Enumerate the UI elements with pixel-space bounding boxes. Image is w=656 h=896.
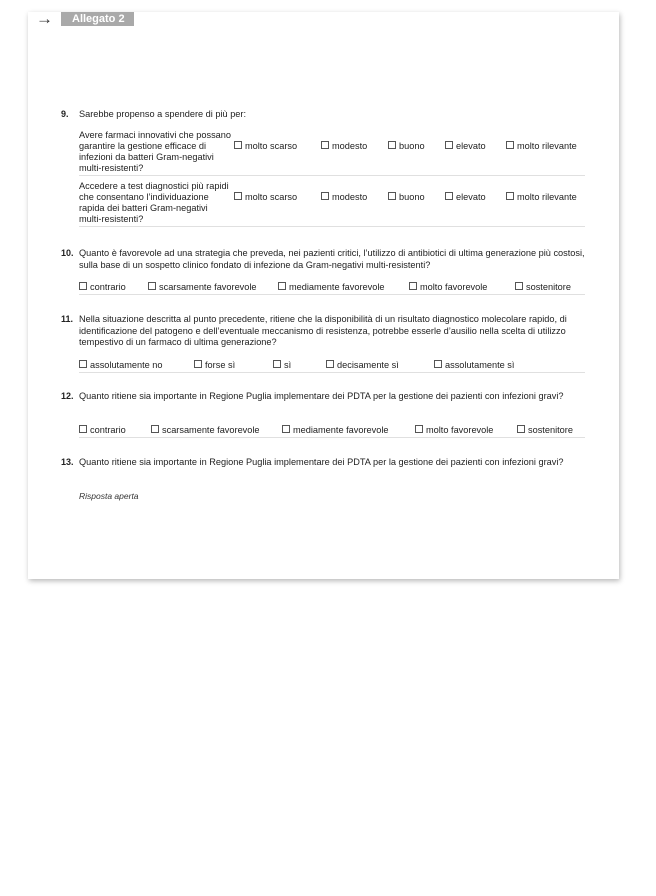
question-12 xyxy=(61,391,589,403)
checkbox-icon[interactable] xyxy=(273,360,281,368)
question-number: 11. xyxy=(61,314,74,324)
q9-item-2 xyxy=(79,181,585,227)
question-number: 10. xyxy=(61,248,74,258)
q9-2-option-5[interactable]: molto rilevante xyxy=(506,192,577,203)
q12-option-5[interactable]: sostenitore xyxy=(517,425,573,435)
question-text: Nella situazione descritta al punto precedente, ritiene che la disponibilità di un risultato diagnostico molecolare rapido, di identificazione del patogeno e dell’eventuale meccanismo di resistenza, potrebbe esserle d’ausilio nella scelta di utilizzo tempestivo di un farmaco di ultima generazione? xyxy=(79,314,567,348)
checkbox-icon[interactable] xyxy=(326,360,334,368)
checkbox-icon[interactable] xyxy=(445,141,453,149)
question-10 xyxy=(61,248,589,271)
q9-1-option-2[interactable]: modesto xyxy=(321,141,367,152)
checkbox-icon[interactable] xyxy=(321,141,329,149)
checkbox-icon[interactable] xyxy=(415,425,423,433)
checkbox-icon[interactable] xyxy=(282,425,290,433)
q12-option-3[interactable]: mediamente favorevole xyxy=(282,425,389,435)
q11-option-2[interactable]: forse sì xyxy=(194,360,235,370)
checkbox-icon[interactable] xyxy=(79,282,87,290)
checkbox-icon[interactable] xyxy=(194,360,202,368)
checkbox-icon[interactable] xyxy=(434,360,442,368)
q9-2-option-1[interactable]: molto scarso xyxy=(234,192,297,203)
checkbox-icon[interactable] xyxy=(515,282,523,290)
question-9 xyxy=(61,109,589,121)
checkbox-icon[interactable] xyxy=(234,141,242,149)
q10-options xyxy=(79,282,585,295)
checkbox-icon[interactable] xyxy=(79,425,87,433)
question-text: Quanto ritiene sia importante in Regione Puglia implementare dei PDTA per la gestione dei pazienti con infezioni gravi? xyxy=(79,457,564,467)
question-text: Sarebbe propenso a spendere di più per: xyxy=(79,109,247,119)
q9-2-option-4[interactable]: elevato xyxy=(445,192,486,203)
checkbox-icon[interactable] xyxy=(234,192,242,200)
checkbox-icon[interactable] xyxy=(388,141,396,149)
q9-2-option-3[interactable]: buono xyxy=(388,192,425,203)
question-13 xyxy=(61,457,589,469)
q10-option-3[interactable]: mediamente favorevole xyxy=(278,282,385,292)
q10-option-4[interactable]: molto favorevole xyxy=(409,282,487,292)
q9-1-option-4[interactable]: elevato xyxy=(445,141,486,152)
question-number: 13. xyxy=(61,457,74,467)
q11-option-3[interactable]: sì xyxy=(273,360,291,370)
arrow-right-icon: → xyxy=(36,9,53,28)
question-11 xyxy=(61,314,589,349)
q12-option-4[interactable]: molto favorevole xyxy=(415,425,493,435)
appendix-tag: Allegato 2 xyxy=(61,12,134,26)
q11-options xyxy=(79,360,585,373)
checkbox-icon[interactable] xyxy=(278,282,286,290)
q9-item-label: Avere farmaci innovativi che possano garantire la gestione efficace di infezioni da batteri Gram-negativi multi-resistenti? xyxy=(79,130,232,173)
q12-option-2[interactable]: scarsamente favorevole xyxy=(151,425,260,435)
q12-options xyxy=(79,425,585,438)
question-text: Quanto ritiene sia importante in Regione Puglia implementare dei PDTA per la gestione dei pazienti con infezioni gravi? xyxy=(79,391,564,401)
q9-item-label: Accedere a test diagnostici più rapidi che consentano l’individuazione rapida dei batteri Gram-negativi multi-resistenti? xyxy=(79,181,229,224)
question-number: 12. xyxy=(61,391,74,401)
checkbox-icon[interactable] xyxy=(445,192,453,200)
checkbox-icon[interactable] xyxy=(388,192,396,200)
checkbox-icon[interactable] xyxy=(517,425,525,433)
q9-item-1 xyxy=(79,130,585,176)
checkbox-icon[interactable] xyxy=(506,141,514,149)
q11-option-4[interactable]: decisamente sì xyxy=(326,360,399,370)
checkbox-icon[interactable] xyxy=(409,282,417,290)
checkbox-icon[interactable] xyxy=(148,282,156,290)
open-answer-label: Risposta aperta xyxy=(79,491,139,501)
checkbox-icon[interactable] xyxy=(79,360,87,368)
q11-option-1[interactable]: assolutamente no xyxy=(79,360,163,370)
q10-option-1[interactable]: contrario xyxy=(79,282,126,292)
q10-option-2[interactable]: scarsamente favorevole xyxy=(148,282,257,292)
checkbox-icon[interactable] xyxy=(506,192,514,200)
q9-2-option-2[interactable]: modesto xyxy=(321,192,367,203)
q11-option-5[interactable]: assolutamente sì xyxy=(434,360,514,370)
q9-1-option-5[interactable]: molto rilevante xyxy=(506,141,577,152)
question-number: 9. xyxy=(61,109,69,119)
q9-1-option-3[interactable]: buono xyxy=(388,141,425,152)
q10-option-5[interactable]: sostenitore xyxy=(515,282,571,292)
checkbox-icon[interactable] xyxy=(151,425,159,433)
checkbox-icon[interactable] xyxy=(321,192,329,200)
q12-option-1[interactable]: contrario xyxy=(79,425,126,435)
question-text: Quanto è favorevole ad una strategia che preveda, nei pazienti critici, l’utilizzo di antibiotici di ultima generazione più costosi, sulla base di un sospetto clinico fondato di infezione da Gram-negativi multi-resistenti? xyxy=(79,248,585,270)
q9-1-option-1[interactable]: molto scarso xyxy=(234,141,297,152)
